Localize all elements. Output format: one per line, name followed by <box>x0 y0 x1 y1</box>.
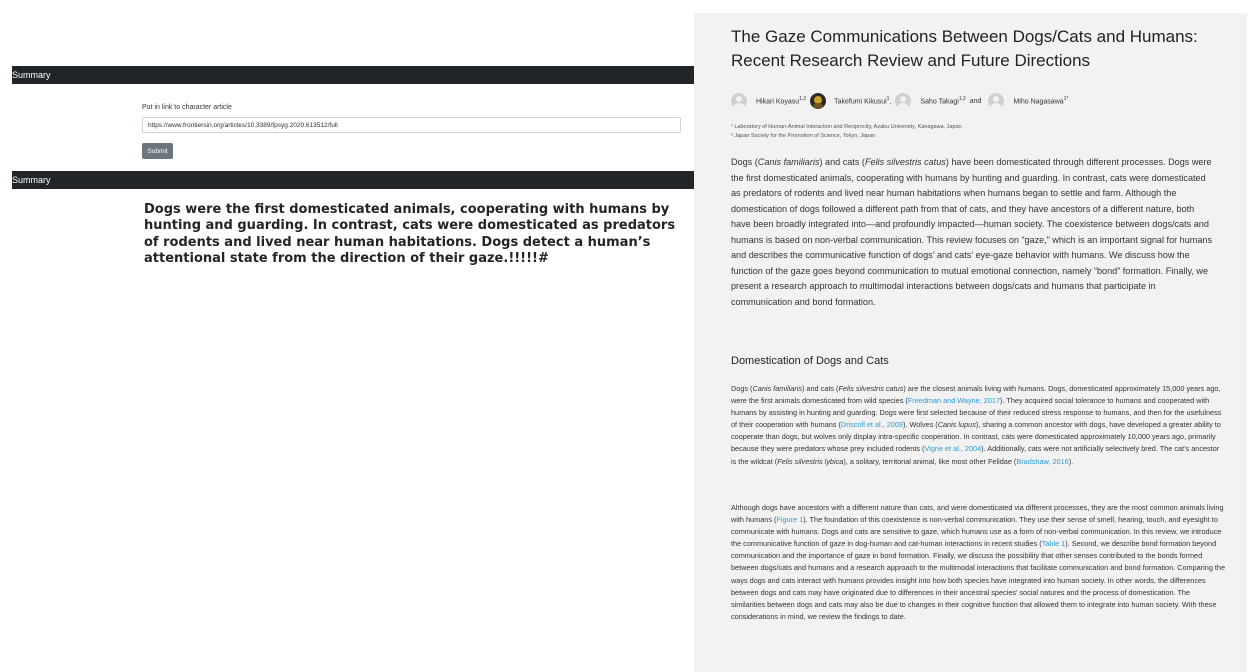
summary-result-bar <box>12 171 694 189</box>
summary-header-label: Summary <box>12 70 51 80</box>
and-text: and <box>969 97 982 105</box>
citation-link[interactable]: Driscoll et al., 2009 <box>840 420 903 430</box>
affiliation-line: ¹ Laboratory of Human-Animal Interaction and Reciprocity, Azabu University, Kanagawa, Japan <box>731 124 962 130</box>
summary-header-bar <box>12 66 694 84</box>
summary-output-text: Dogs were the first domesticated animals, cooperating with humans by hunting and guarding. In contrast, cats were domesticated as predators of rodents and lived near human habitations. Dogs detect a human’s attentional state from the direction of their gaze.!!!!!# <box>144 202 676 266</box>
citation-link[interactable]: Freedman and Wayne, 2017 <box>907 396 1001 406</box>
body-paragraph: Dogs (Canis familiaris) and cats (Felis silvestris catus) are the closest animals living with humans. Dogs, domesticated approximately 15,000 years ago, were the first animals domesticated from wild species (Freedman and Wayne, 2017). They acquired social tolerance to humans and cooperated with humans by assisting in hunting and guarding. Dogs were first selected because of their reduced stress response to humans, and then for the usefulness of their cooperation with humans (Driscoll et al., 2009). Wolves (Canis lupus), sharing a common ancestor with dogs, have developed a greater ability to cooperate than dogs, but wolves only display intra-specific cooperation. In contrast, cats were domesticated approximately 10,000 years ago, primarily because they were predators whose prey included rodents (Vigne et al., 2004). Additionally, cats were not artificially selectively bred. The cat’s ancestor is the wildcat (Felis silvestris lybica), a solitary, territorial animal, like most other Felidae (Bradshaw, 2016). <box>731 384 1222 466</box>
table-link[interactable]: Table 1 <box>1041 539 1066 549</box>
summary-result-label: Summary <box>12 175 51 185</box>
figure-link[interactable]: Figure 1 <box>776 515 804 525</box>
author-name[interactable]: Takefumi Kikusui$^1$, <box>834 96 892 106</box>
author-avatar-icon <box>988 93 1004 109</box>
author-name[interactable]: Miho Nagasawa$^{1*}$ <box>1013 96 1069 106</box>
author-photo-icon <box>810 93 826 109</box>
author-list <box>731 92 1231 110</box>
article-url-input[interactable] <box>142 117 681 133</box>
affiliation-line: ² Japan Society for the Promotion of Science, Tokyo, Japan <box>731 133 876 139</box>
affiliations <box>731 123 962 141</box>
submit-button[interactable]: Submit <box>142 143 173 159</box>
author-avatar-icon <box>895 93 911 109</box>
author-avatar-icon <box>731 93 747 109</box>
article-title: The Gaze Communications Between Dogs/Cats and Humans: Recent Research Review and Future Directions <box>731 27 1198 70</box>
body-paragraph: Although dogs have ancestors with a different nature than cats, and were domesticated via different processes, they are the most common animals living with humans (Figure 1). The foundation of this coexistence is non-verbal communication. They use their sense of smell, hearing, touch, and eyesight to communicate with humans. Dogs and cats are sensitive to gaze, which humans use as a form of non-verbal communication. In this review, we introduce the communicative function of gaze in dog-human and cat-human interactions in recent studies (Table 1). Second, we describe bond formation beyond communication and the importance of gaze in bond formation. Finally, we discuss the possibility that other senses contributed to the bonds formed between dogs/cats and humans and a research approach to the multimodal interactions that facilitate communication and bond formation. Comparing the ways dogs and cats interact with humans provides insight into how both species have integrated into human society. In other words, the differences between dogs and cats may have originated due to differences in their ancestral species’ social natures and the process of domestication. The similarities between dogs and cats may also be due to changes in their cognitive function that allowed them to integrate into human society. With these considerations in mind, we review the findings to date. <box>731 503 1226 621</box>
section-heading: Domestication of Dogs and Cats <box>731 355 889 367</box>
citation-link[interactable]: Bradshaw, 2016 <box>1016 456 1069 466</box>
article-preview <box>694 13 1247 672</box>
author-name[interactable]: Hikari Koyasu$^{1,2}$ <box>756 96 807 106</box>
author-name[interactable]: Saho Takagi$^{1,2}$ <box>920 96 966 106</box>
citation-link[interactable]: Vigne et al., 2004 <box>924 444 982 454</box>
url-field-label: Put in link to character article <box>142 104 232 111</box>
article-abstract: Dogs (Canis familiaris) and cats (Felis silvestris catus) have been domesticated through different processes. Dogs were the first domesticated animals, cooperating with humans by hunting and guarding. In contrast, cats were domesticated as predators of rodents and lived near human habitations when humans began to settle and farm. Although the domestication of dogs followed a different path from that of cats, and they have ancestors of a different nature, both have been broadly integrated into—and profoundly impacted—human society. The coexistence between dogs/cats and humans is based on non-verbal communication. This review focuses on “gaze,” which is an important signal for humans and describes the communicative function of dogs’ and cats’ eye-gaze behavior with humans. We discuss how the function of the gaze goes beyond communication to mutual emotional connection, namely “bond” formation. Finally, we present a research approach to multimodal interactions between dogs/cats and humans that participate in communication and bond formation. <box>731 157 1213 307</box>
